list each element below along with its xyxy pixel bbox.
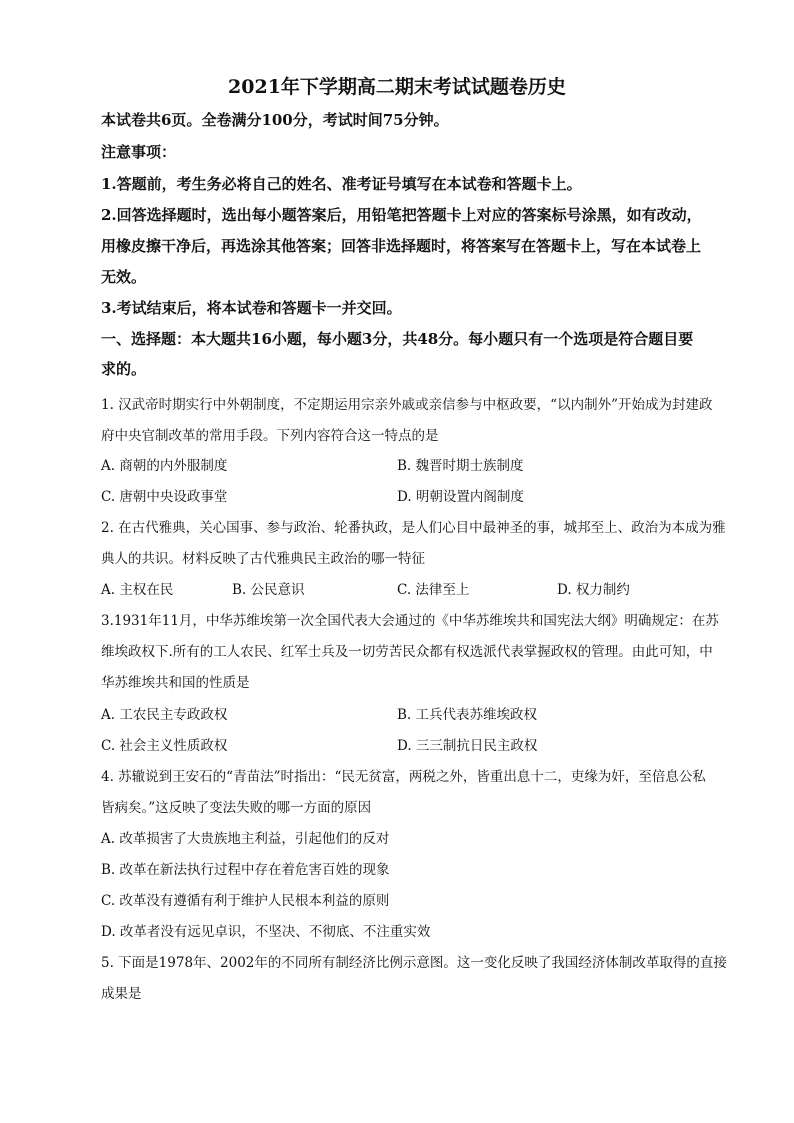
note-line: 无效。 [101,268,147,286]
note-line: 1.答题前，考生务必将自己的姓名、准考证号填写在本试卷和答题卡上。 [101,175,582,193]
q3-option-b: B. 工兵代表苏维埃政权 [397,707,538,723]
q2-option-b: B. 公民意识 [232,582,305,598]
question-1-text: 1. 汉武帝时期实行中外朝制度，不定期运用宗亲外戚或亲信参与中枢政要，“以内制外”开始成为封建政 [101,397,713,413]
q4-option-a: A. 改革损害了大贵族地主利益，引起他们的反对 [101,831,390,847]
note-line: 2.回答选择题时，选出每小题答案后，用铅笔把答题卡上对应的答案标号涂黑，如有改动， [101,206,702,224]
intro-text: 本试卷共6页。全卷满分100分，考试时间75分钟。 [101,111,449,129]
q1-option-d: D. 明朝设置内阁制度 [397,489,524,505]
note-line: 用橡皮擦干净后，再选涂其他答案；回答非选择题时，将答案写在答题卡上，写在本试卷上 [101,237,702,255]
question-3-text: 维埃政权下.所有的工人农民、红军士兵及一切劳苦民众都有权选派代表掌握政权的管理。由此可知，中 [101,644,713,660]
page-title: 2021年下学期高二期末考试试题卷历史 [228,76,566,98]
q3-option-d: D. 三三制抗日民主政权 [397,738,538,754]
question-1-text: 府中央官制改革的常用手段。下列内容符合这一特点的是 [101,428,439,444]
q4-option-c: C. 改革没有遵循有利于维护人民根本利益的原则 [101,893,390,909]
question-2-text: 典人的共识。材料反映了古代雅典民主政治的哪一特征 [101,551,425,567]
q4-option-d: D. 改革者没有远见卓识，不坚决、不彻底、不注重实效 [101,924,431,940]
q2-option-a: A. 主权在民 [101,582,174,598]
question-4-text: 皆病矣。”这反映了变法失败的哪一方面的原因 [101,800,372,816]
question-5-text: 5. 下面是1978年、2002年的不同所有制经济比例示意图。这一变化反映了我国经济体制改革取得的直接 [101,955,727,971]
section-heading: 求的。 [101,360,147,378]
q2-option-c: C. 法律至上 [397,582,470,598]
question-3-text: 华苏维埃共和国的性质是 [101,675,250,691]
q1-option-a: A. 商朝的内外服制度 [101,458,228,474]
question-4-text: 4. 苏辙说到王安石的“青苗法”时指出：“民无贫富，两税之外，皆重出息十二，吏缘为奸，至倍息公私 [101,769,706,785]
note-line: 3.考试结束后，将本试卷和答题卡一并交回。 [101,299,402,317]
section-heading: 一、选择题：本大题共16小题，每小题3分，共48分。每小题只有一个选项是符合题目要 [101,330,694,348]
q3-option-a: A. 工农民主专政政权 [101,707,228,723]
q4-option-b: B. 改革在新法执行过程中存在着危害百姓的现象 [101,862,390,878]
q1-option-c: C. 唐朝中央设政事堂 [101,489,228,505]
q1-option-b: B. 魏晋时期士族制度 [397,458,524,474]
q3-option-c: C. 社会主义性质政权 [101,738,228,754]
question-3-text: 3.1931年11月，中华苏维埃第一次全国代表大会通过的《中华苏维埃共和国宪法大纲》明确规定：在苏 [101,613,719,629]
question-5-text: 成果是 [101,986,142,1002]
q2-option-d: D. 权力制约 [557,582,630,598]
question-2-text: 2. 在古代雅典，关心国事、参与政治、轮番执政，是人们心目中最神圣的事，城邦至上、政治为本成为雅 [101,520,726,536]
notes-heading: 注意事项： [101,143,177,161]
